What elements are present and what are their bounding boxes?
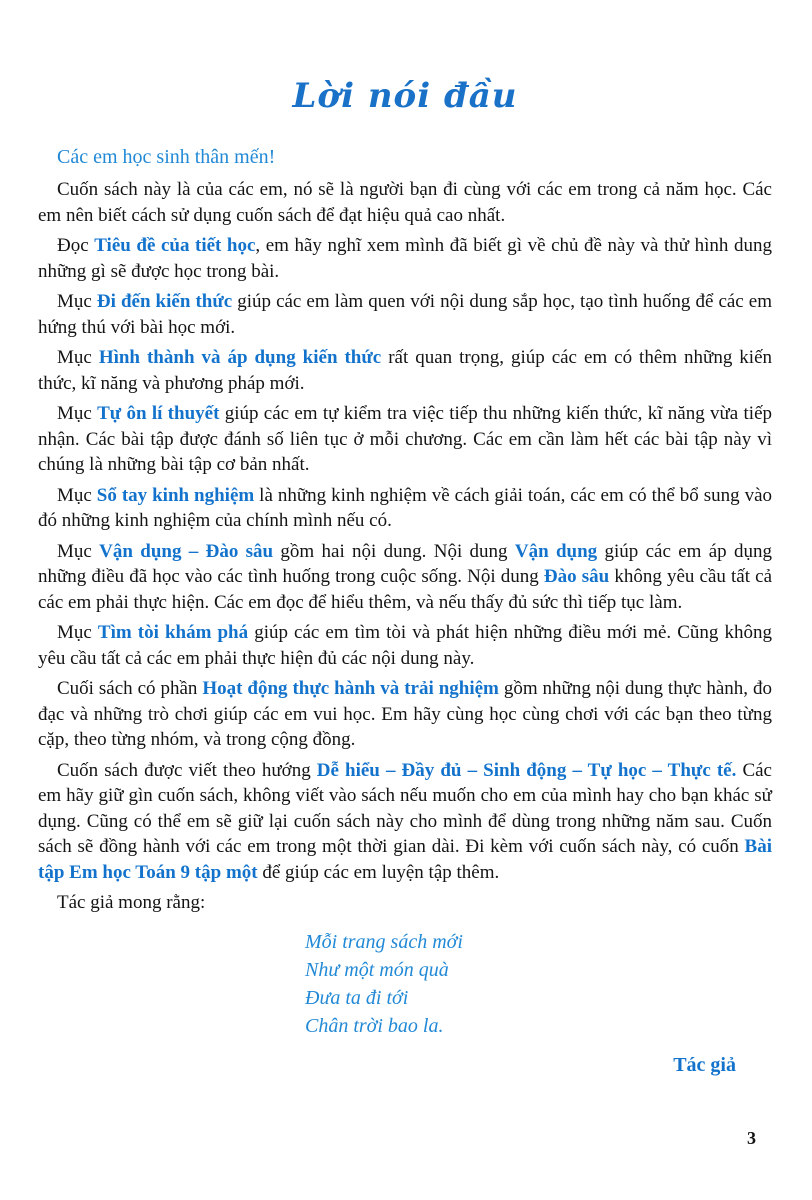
highlighted-term: Tự ôn lí thuyết: [97, 403, 220, 424]
page-number: 3: [747, 1128, 756, 1148]
highlighted-term: Dễ hiểu – Đầy đủ – Sinh động – Tự học – Thực tế.: [316, 759, 737, 781]
highlighted-term: Hoạt động thực hành và trải nghiệm: [202, 678, 499, 699]
body-text: gồm những nội dung thực hành, đo đạc và những trò chơi giúp các em vui học. Em hãy cùng học cùng chơi với các bạn theo từng cặp, theo từng nhóm, và trong cộng đồng.: [38, 678, 772, 750]
body-text: là những kinh nghiệm về cách giải toán, các em có thể bổ sung vào đó những kinh nghiệm của chính mình nếu có.: [38, 484, 773, 531]
highlighted-term: Đào sâu: [543, 566, 610, 587]
body-text: gồm hai nội dung. Nội dung: [273, 540, 515, 562]
body-text: giúp các em làm quen với nội dung sắp học, tạo tình huống để các em hứng thú với bài học mới.: [38, 291, 773, 338]
author-signature: Tác giả: [673, 1053, 736, 1076]
poem-line: Mỗi trang sách mới: [305, 930, 463, 953]
poem-line: Chân trời bao la.: [305, 1014, 444, 1037]
paragraph: [38, 289, 772, 340]
body-text: Đọc: [57, 235, 95, 256]
paragraph: [38, 233, 772, 284]
body-text: Mục: [57, 484, 97, 506]
paragraph: [38, 620, 772, 671]
preface-body: [38, 177, 772, 916]
body-text: Mục: [57, 540, 100, 562]
poem-line: Như một món quà: [305, 958, 449, 981]
body-text: rất quan trọng, giúp các em có thêm những kiến thức, kĩ năng và phương pháp mới.: [38, 347, 773, 394]
signature-row: [38, 1054, 772, 1077]
highlighted-term: Tìm tòi khám phá: [97, 622, 249, 643]
highlighted-term: Hình thành và áp dụng kiến thức: [98, 347, 382, 368]
body-text: Mục: [57, 291, 97, 312]
body-text: , em hãy nghĩ xem mình đã biết gì về chủ đề này và thử hình dung những gì sẽ được học trong bài.: [38, 235, 772, 282]
paragraph: [38, 177, 772, 228]
highlighted-term: Vận dụng – Đào sâu: [99, 540, 274, 562]
body-text: Mục: [57, 347, 99, 368]
paragraph: [38, 483, 772, 534]
poem-line: Đưa ta đi tới: [305, 986, 409, 1009]
preface-content: [38, 0, 772, 1077]
paragraph: [38, 401, 772, 478]
page-title: Lời nói đầu: [292, 76, 518, 116]
greeting-line: Các em học sinh thân mến!: [57, 146, 276, 168]
body-text: giúp các em áp dụng những điều đã học vào các tình huống trong cuộc sống. Nội dung: [38, 540, 772, 587]
body-text: Tác giả mong rằng:: [57, 892, 206, 913]
body-text: không yêu cầu tất cả các em phải thực hiện. Các em đọc để hiểu thêm, và nếu thấy đủ sức thì tiếp tục làm.: [38, 566, 772, 613]
paragraph: [38, 676, 772, 753]
body-text: Mục: [57, 403, 98, 424]
highlighted-term: Tiêu đề của tiết học: [94, 235, 256, 256]
paragraph: [38, 758, 772, 886]
highlighted-term: Sổ tay kinh nghiệm: [96, 484, 255, 506]
paragraph: [38, 345, 772, 396]
body-text: Cuốn sách được viết theo hướng: [57, 759, 317, 781]
paragraph: [38, 539, 772, 616]
body-text: giúp các em tìm tòi và phát hiện những điều mới mẻ. Cũng không yêu cầu tất cả các em phải thực hiện đủ các nội dung này.: [38, 622, 772, 669]
highlighted-term: Đi đến kiến thức: [96, 291, 233, 312]
paragraph: [38, 890, 772, 916]
body-text: Cuối sách có phần: [57, 678, 203, 699]
highlighted-term: Bài tập Em học Toán 9 tập một: [38, 836, 772, 883]
body-text: để giúp các em luyện tập thêm.: [257, 861, 500, 883]
highlighted-term: Vận dụng: [514, 540, 598, 562]
body-text: Mục: [57, 622, 98, 643]
body-text: giúp các em tự kiểm tra việc tiếp thu những kiến thức, kĩ năng vừa tiếp nhận. Các bài tập được đánh số liên tục ở mỗi chương. Các em cần làm hết các bài tập này vì chúng là những bài tập cơ bản nhất.: [38, 403, 773, 475]
body-text: Các em hãy giữ gìn cuốn sách, không viết vào sách nếu muốn cho em của mình hay cho bạn khác sử dụng. Cũng có thể em sẽ giữ lại cuốn sách này cho mình để dùng trong những năm sau. Cuốn sách sẽ đồng hành với các em trong một thời gian dài. Đi kèm với cuốn sách này, có cuốn: [38, 759, 772, 857]
poem: [305, 928, 772, 1040]
body-text: Cuốn sách này là của các em, nó sẽ là người bạn đi cùng với các em trong cả năm học. Các em nên biết cách sử dụng cuốn sách để đạt hiệu quả cao nhất.: [38, 179, 772, 226]
